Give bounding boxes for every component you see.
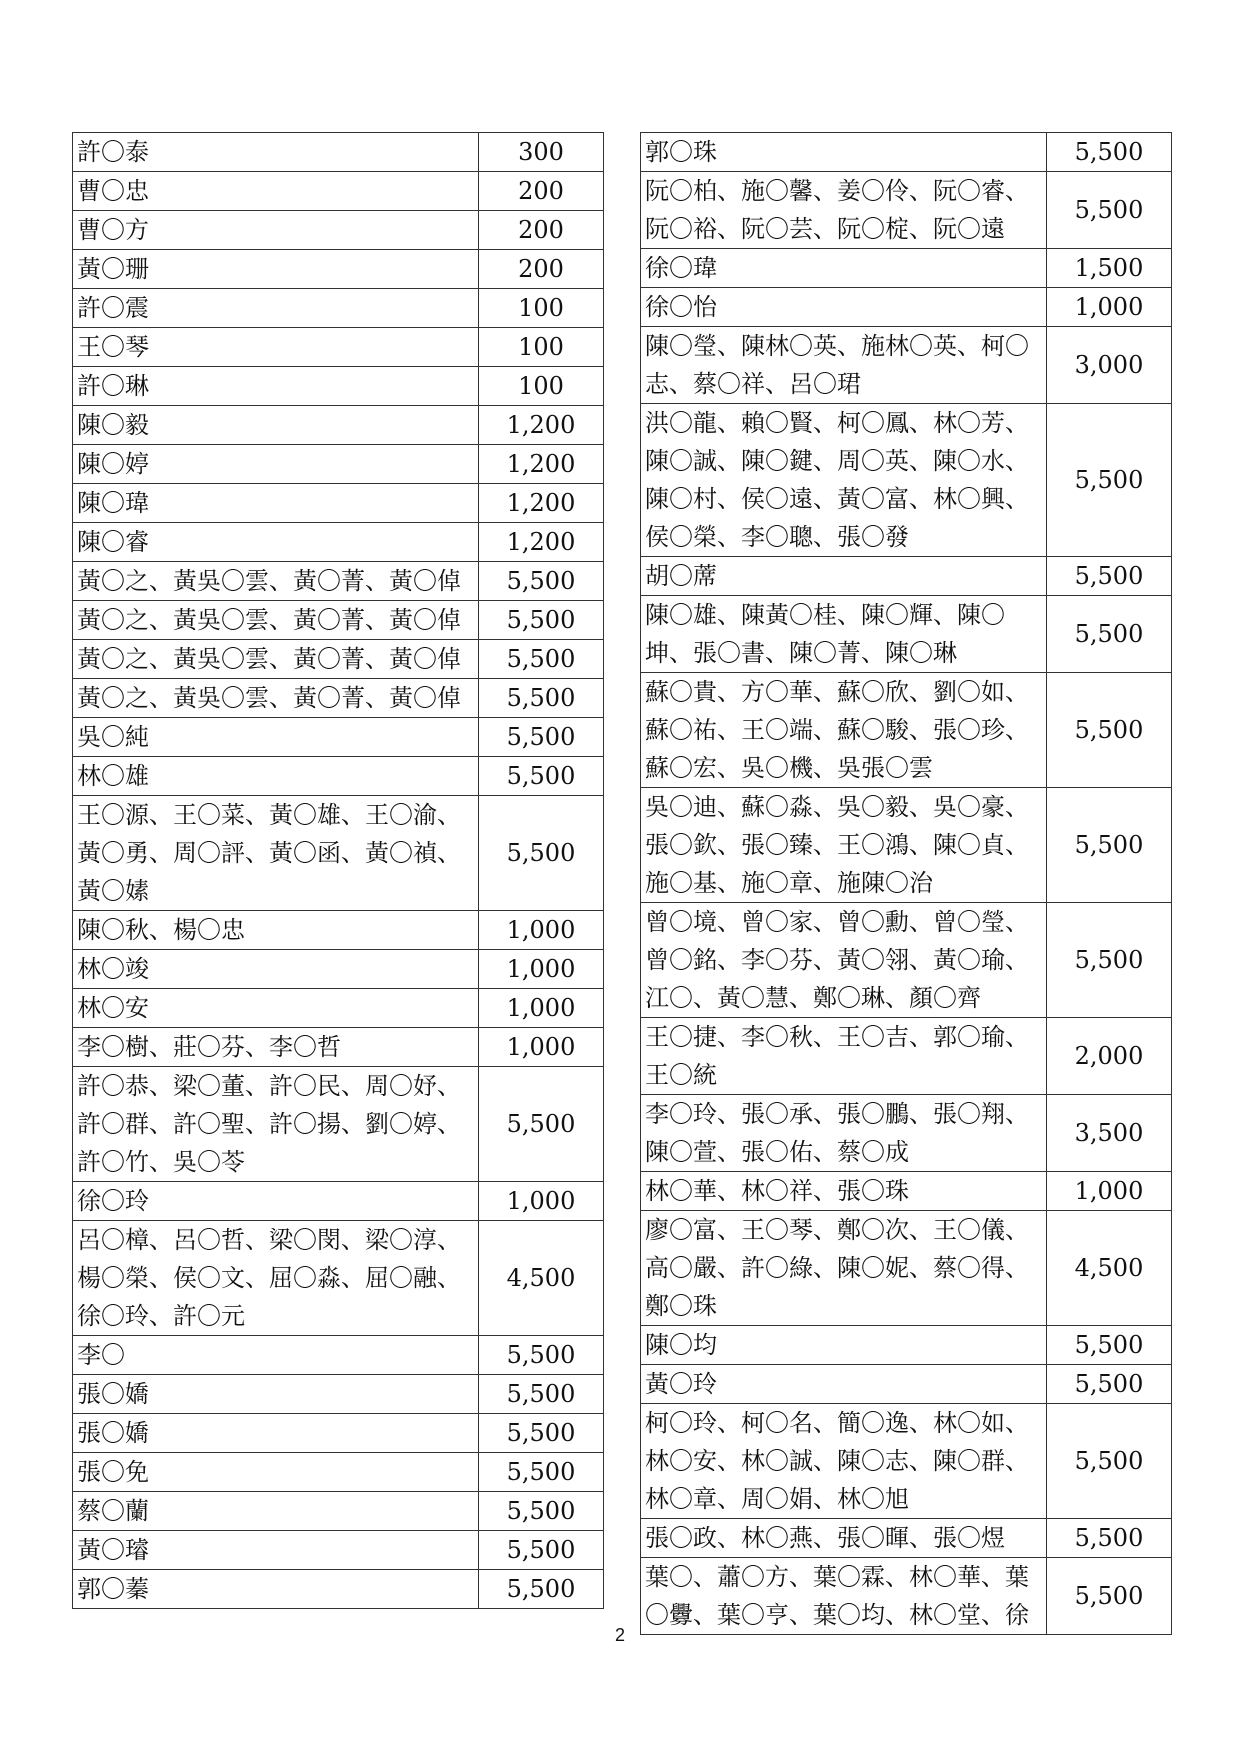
amount-cell: 1,000 (1047, 288, 1172, 327)
donor-name-cell: 曾〇境、曾〇家、曾〇勳、曾〇瑩、曾〇銘、李〇芬、黃〇翎、黃〇瑜、江〇、黃〇慧、鄭〇琳、顏〇齊 (641, 903, 1047, 1018)
amount-cell: 5,500 (479, 1492, 604, 1531)
donor-name-cell: 林〇竣 (73, 950, 479, 989)
donor-name-cell: 許〇恭、梁〇董、許〇民、周〇妤、許〇群、許〇聖、許〇揚、劉〇婷、許〇竹、吳〇苓 (73, 1067, 479, 1182)
donor-name-cell: 黃〇之、黃吳〇雲、黃〇菁、黃〇倬 (73, 679, 479, 718)
table-row (641, 788, 1172, 903)
donor-name-cell: 黃〇珊 (73, 250, 479, 289)
amount-cell: 1,000 (479, 1182, 604, 1221)
donor-name-cell: 陳〇均 (641, 1326, 1047, 1365)
amount-cell: 5,500 (479, 1067, 604, 1182)
amount-cell: 300 (479, 133, 604, 172)
amount-cell: 5,500 (479, 757, 604, 796)
table-row (73, 679, 604, 718)
table-row (73, 367, 604, 406)
donor-name-cell: 徐〇瑋 (641, 249, 1047, 288)
amount-cell: 5,500 (479, 1414, 604, 1453)
table-row (641, 1404, 1172, 1519)
donor-name-cell: 吳〇迪、蘇〇淼、吳〇毅、吳〇豪、張〇欽、張〇臻、王〇鴻、陳〇貞、施〇基、施〇章、施陳〇治 (641, 788, 1047, 903)
amount-cell: 5,500 (479, 601, 604, 640)
amount-cell: 1,000 (479, 950, 604, 989)
amount-cell: 100 (479, 289, 604, 328)
table-row (641, 1326, 1172, 1365)
table-row (73, 1221, 604, 1336)
table-row (641, 172, 1172, 249)
amount-cell: 5,500 (1047, 903, 1172, 1018)
donor-name-cell: 吳〇純 (73, 718, 479, 757)
donor-name-cell: 張〇免 (73, 1453, 479, 1492)
table-row (73, 640, 604, 679)
donation-table-left (72, 132, 604, 1609)
donor-name-cell: 陳〇婷 (73, 445, 479, 484)
amount-cell: 5,500 (1047, 1365, 1172, 1404)
table-row (73, 1336, 604, 1375)
table-row (641, 1365, 1172, 1404)
amount-cell: 2,000 (1047, 1018, 1172, 1095)
table-row (73, 989, 604, 1028)
amount-cell: 5,500 (1047, 133, 1172, 172)
donor-name-cell: 柯〇玲、柯〇名、簡〇逸、林〇如、林〇安、林〇誠、陳〇志、陳〇群、林〇章、周〇娟、林〇旭 (641, 1404, 1047, 1519)
donor-name-cell: 黃〇之、黃吳〇雲、黃〇菁、黃〇倬 (73, 601, 479, 640)
table-row (641, 1095, 1172, 1172)
amount-cell: 5,500 (479, 1375, 604, 1414)
donor-name-cell: 陳〇秋、楊〇忠 (73, 911, 479, 950)
amount-cell: 5,500 (1047, 557, 1172, 596)
donor-name-cell: 徐〇玲 (73, 1182, 479, 1221)
table-row (73, 1028, 604, 1067)
amount-cell: 200 (479, 250, 604, 289)
table-row (73, 1182, 604, 1221)
amount-cell: 5,500 (479, 1336, 604, 1375)
table-row (641, 596, 1172, 673)
table-row (73, 950, 604, 989)
table-row (641, 249, 1172, 288)
table-row (641, 327, 1172, 404)
donor-name-cell: 黃〇之、黃吳〇雲、黃〇菁、黃〇倬 (73, 640, 479, 679)
amount-cell: 1,200 (479, 523, 604, 562)
amount-cell: 4,500 (479, 1221, 604, 1336)
amount-cell: 5,500 (1047, 1519, 1172, 1558)
donor-name-cell: 林〇安 (73, 989, 479, 1028)
table-row (73, 250, 604, 289)
donor-name-cell: 陳〇瑩、陳林〇英、施林〇英、柯〇志、蔡〇祥、呂〇珺 (641, 327, 1047, 404)
table-row (641, 1558, 1172, 1635)
table-row (73, 523, 604, 562)
donor-name-cell: 曹〇忠 (73, 172, 479, 211)
amount-cell: 5,500 (479, 796, 604, 911)
amount-cell: 3,500 (1047, 1095, 1172, 1172)
table-row (641, 404, 1172, 557)
table-row (641, 288, 1172, 327)
amount-cell: 5,500 (479, 718, 604, 757)
donor-name-cell: 王〇琴 (73, 328, 479, 367)
donor-name-cell: 許〇震 (73, 289, 479, 328)
table-row (641, 133, 1172, 172)
donor-name-cell: 陳〇毅 (73, 406, 479, 445)
amount-cell: 5,500 (1047, 404, 1172, 557)
donor-name-cell: 許〇泰 (73, 133, 479, 172)
donor-name-cell: 呂〇樟、呂〇哲、梁〇閔、梁〇淳、楊〇榮、侯〇文、屈〇淼、屈〇融、徐〇玲、許〇元 (73, 1221, 479, 1336)
amount-cell: 1,000 (479, 911, 604, 950)
donor-name-cell: 王〇源、王〇菜、黃〇雄、王〇渝、黃〇勇、周〇評、黃〇函、黃〇禎、黃〇嫊 (73, 796, 479, 911)
table-row (73, 757, 604, 796)
amount-cell: 200 (479, 211, 604, 250)
table-row (641, 557, 1172, 596)
donor-name-cell: 徐〇怡 (641, 288, 1047, 327)
amount-cell: 1,000 (479, 989, 604, 1028)
amount-cell: 100 (479, 367, 604, 406)
table-row (73, 445, 604, 484)
table-row (73, 718, 604, 757)
donor-name-cell: 黃〇璿 (73, 1531, 479, 1570)
table-row (73, 1375, 604, 1414)
amount-cell: 1,200 (479, 445, 604, 484)
table-row (73, 133, 604, 172)
donor-name-cell: 阮〇柏、施〇馨、姜〇伶、阮〇睿、阮〇裕、阮〇芸、阮〇椗、阮〇遠 (641, 172, 1047, 249)
donor-name-cell: 郭〇珠 (641, 133, 1047, 172)
donor-name-cell: 張〇嬌 (73, 1414, 479, 1453)
table-row (641, 1018, 1172, 1095)
page-number: 2 (614, 1625, 625, 1645)
amount-cell: 5,500 (1047, 172, 1172, 249)
donor-name-cell: 張〇政、林〇燕、張〇暉、張〇煜 (641, 1519, 1047, 1558)
amount-cell: 5,500 (1047, 673, 1172, 788)
amount-cell: 5,500 (479, 562, 604, 601)
table-row (73, 1067, 604, 1182)
amount-cell: 5,500 (479, 679, 604, 718)
donor-name-cell: 李〇樹、莊〇芬、李〇哲 (73, 1028, 479, 1067)
amount-cell: 1,200 (479, 406, 604, 445)
amount-cell: 5,500 (1047, 596, 1172, 673)
table-row (73, 796, 604, 911)
table-row (641, 673, 1172, 788)
amount-cell: 5,500 (1047, 1326, 1172, 1365)
amount-cell: 5,500 (1047, 788, 1172, 903)
table-row (73, 172, 604, 211)
donor-name-cell: 胡〇蓆 (641, 557, 1047, 596)
donor-name-cell: 張〇嬌 (73, 1375, 479, 1414)
table-row (73, 211, 604, 250)
amount-cell: 5,500 (479, 640, 604, 679)
table-row (641, 903, 1172, 1018)
amount-cell: 4,500 (1047, 1211, 1172, 1326)
amount-cell: 1,000 (479, 1028, 604, 1067)
donor-name-cell: 許〇琳 (73, 367, 479, 406)
table-row (641, 1172, 1172, 1211)
donor-name-cell: 林〇雄 (73, 757, 479, 796)
donor-name-cell: 郭〇蓁 (73, 1570, 479, 1609)
amount-cell: 5,500 (1047, 1558, 1172, 1635)
table-row (641, 1211, 1172, 1326)
donor-name-cell: 廖〇富、王〇琴、鄭〇次、王〇儀、高〇嚴、許〇綠、陳〇妮、蔡〇得、鄭〇珠 (641, 1211, 1047, 1326)
amount-cell: 1,500 (1047, 249, 1172, 288)
donor-name-cell: 王〇捷、李〇秋、王〇吉、郭〇瑜、王〇統 (641, 1018, 1047, 1095)
table-row (641, 1519, 1172, 1558)
donor-name-cell: 蘇〇貴、方〇華、蘇〇欣、劉〇如、蘇〇祐、王〇端、蘇〇駿、張〇珍、蘇〇宏、吳〇機、吳張〇雲 (641, 673, 1047, 788)
donor-name-cell: 林〇華、林〇祥、張〇珠 (641, 1172, 1047, 1211)
amount-cell: 1,000 (1047, 1172, 1172, 1211)
table-row (73, 484, 604, 523)
donor-name-cell: 黃〇玲 (641, 1365, 1047, 1404)
table-row (73, 289, 604, 328)
table-row (73, 1570, 604, 1609)
table-row (73, 1414, 604, 1453)
donor-name-cell: 陳〇睿 (73, 523, 479, 562)
amount-cell: 200 (479, 172, 604, 211)
donor-name-cell: 曹〇方 (73, 211, 479, 250)
amount-cell: 5,500 (479, 1531, 604, 1570)
table-row (73, 562, 604, 601)
donor-name-cell: 蔡〇蘭 (73, 1492, 479, 1531)
table-row (73, 328, 604, 367)
amount-cell: 3,000 (1047, 327, 1172, 404)
table-row (73, 1492, 604, 1531)
donor-name-cell: 李〇玲、張〇承、張〇鵬、張〇翔、陳〇萱、張〇佑、蔡〇成 (641, 1095, 1047, 1172)
table-row (73, 1453, 604, 1492)
donor-name-cell: 黃〇之、黃吳〇雲、黃〇菁、黃〇倬 (73, 562, 479, 601)
donor-name-cell: 陳〇瑋 (73, 484, 479, 523)
amount-cell: 5,500 (1047, 1404, 1172, 1519)
table-row (73, 1531, 604, 1570)
donor-name-cell: 李〇 (73, 1336, 479, 1375)
amount-cell: 5,500 (479, 1570, 604, 1609)
donor-name-cell: 葉〇、蕭〇方、葉〇霖、林〇華、葉〇釁、葉〇亨、葉〇均、林〇堂、徐 (641, 1558, 1047, 1635)
donation-table-right (640, 132, 1172, 1635)
amount-cell: 100 (479, 328, 604, 367)
table-row (73, 601, 604, 640)
table-row (73, 911, 604, 950)
donor-name-cell: 洪〇龍、賴〇賢、柯〇鳳、林〇芳、陳〇誠、陳〇鍵、周〇英、陳〇水、陳〇村、侯〇遠、黃〇富、林〇興、侯〇榮、李〇聰、張〇發 (641, 404, 1047, 557)
table-row (73, 406, 604, 445)
donor-name-cell: 陳〇雄、陳黃〇桂、陳〇輝、陳〇坤、張〇書、陳〇菁、陳〇琳 (641, 596, 1047, 673)
amount-cell: 1,200 (479, 484, 604, 523)
amount-cell: 5,500 (479, 1453, 604, 1492)
